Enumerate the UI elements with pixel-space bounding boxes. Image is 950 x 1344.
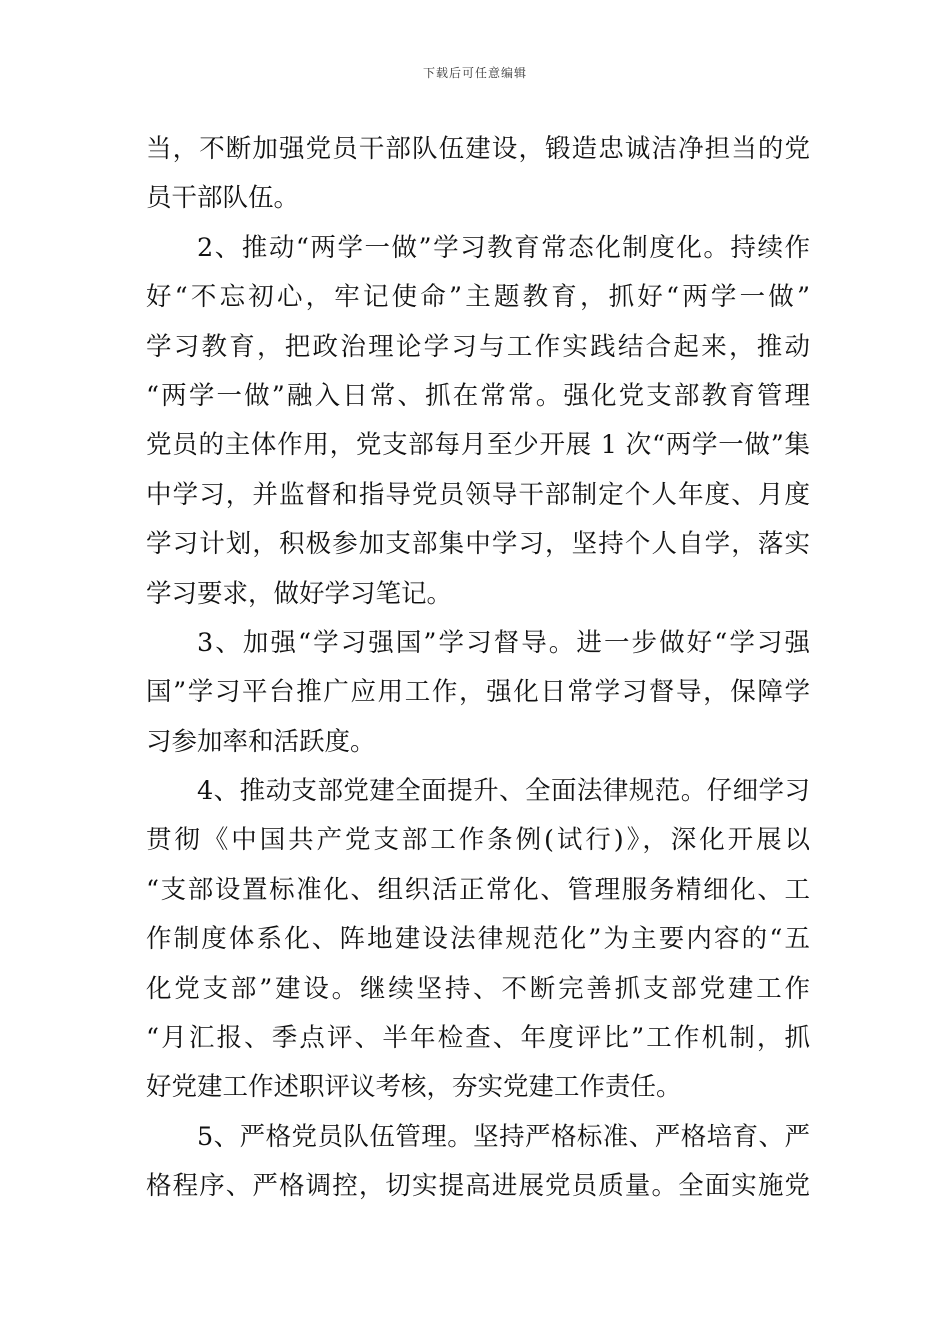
text-line: 员干部队伍。 [146, 183, 300, 214]
text-line: 国”学习平台推广应用工作，强化日常学习督导，保障学 [146, 677, 810, 708]
text-line: 化党支部”建设。继续坚持、不断完善抓支部党建工作 [146, 973, 810, 1004]
text-line: 好党建工作述职评议考核，夯实党建工作责任。 [146, 1072, 682, 1103]
paragraph-4-start: 4、推动支部党建全面提升、全面法律规范。仔细学习 [197, 776, 810, 807]
text-line: 习参加率和活跃度。 [146, 726, 376, 757]
text-line: 党员的主体作用，党支部每月至少开展 1 次“两学一做”集 [146, 430, 810, 461]
paragraph-2-start: 2、推动“两学一做”学习教育常态化制度化。持续作 [197, 232, 810, 263]
text-line: “两学一做”融入日常、抓在常常。强化党支部教育管理 [146, 380, 810, 411]
paragraph-3-start: 3、加强“学习强国”学习督导。进一步做好“学习强 [197, 627, 810, 658]
document-body [146, 125, 810, 1212]
text-line: “支部设置标准化、组织活正常化、管理服务精细化、工 [146, 874, 810, 905]
text-line: 中学习，并监督和指导党员领导干部制定个人年度、月度 [146, 479, 810, 510]
text-line: 学习教育，把政治理论学习与工作实践结合起来，推动 [146, 331, 810, 362]
text-line: 当，不断加强党员干部队伍建设，锻造忠诚洁净担当的党 [146, 134, 810, 164]
text-line: 贯彻《中国共产党支部工作条例(试行)》，深化开展以 [146, 825, 810, 856]
text-line: 学习计划，积极参加支部集中学习，坚持个人自学，落实 [146, 529, 810, 560]
text-line: 学习要求，做好学习笔记。 [146, 578, 453, 609]
page-header: 下载后可任意编辑 [422, 66, 527, 80]
text-line: 格程序、严格调控，切实提高进展党员质量。全面实施党 [146, 1171, 810, 1202]
text-line: 好“不忘初心，牢记使命”主题教育，抓好“两学一做” [146, 282, 810, 313]
paragraph-5-start: 5、严格党员队伍管理。坚持严格标准、严格培育、严 [197, 1121, 810, 1152]
text-line: 作制度体系化、阵地建设法律规范化”为主要内容的“五 [146, 924, 810, 955]
text-line: “月汇报、季点评、半年检查、年度评比”工作机制，抓 [146, 1023, 810, 1054]
